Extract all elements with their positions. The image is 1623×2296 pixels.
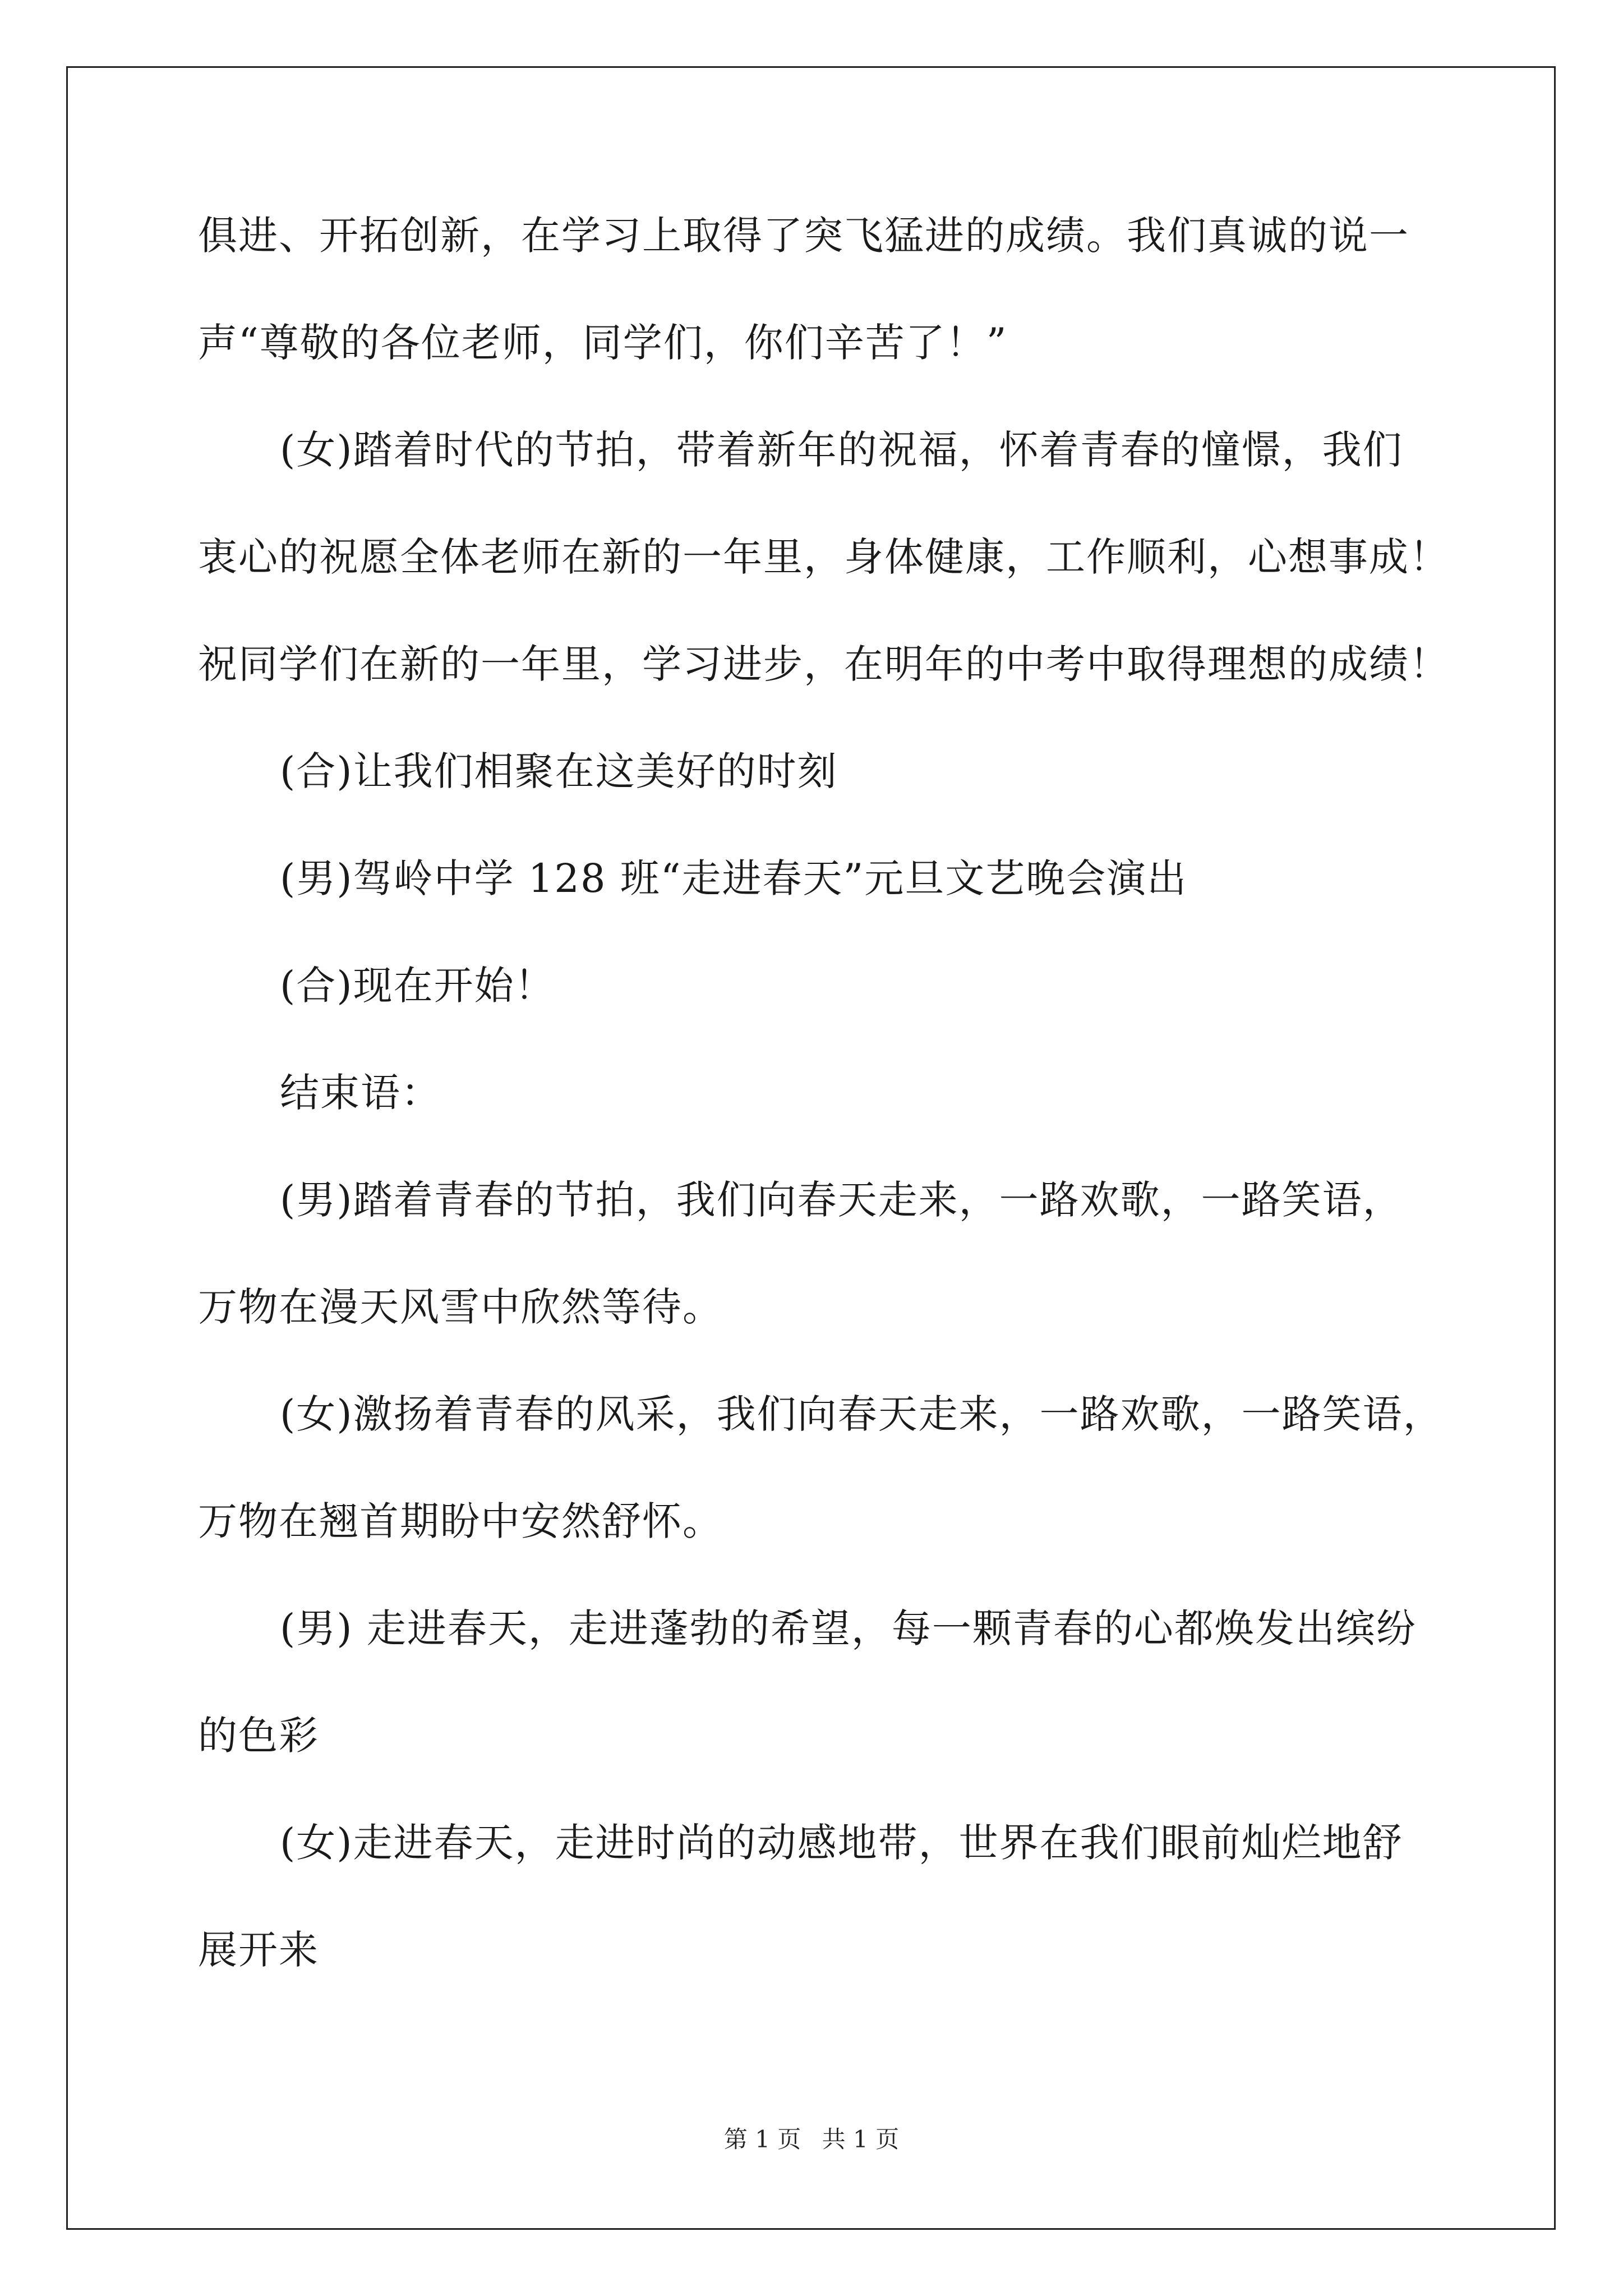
text-line: 的色彩 [198, 1713, 319, 1759]
page-number: 第 1 页 [723, 2125, 801, 2153]
text-line: (男) 走进春天，走进蓬勃的希望，每一颗青春的心都焕发出缤纷 [280, 1605, 1417, 1651]
section-heading: 结束语： [280, 1070, 441, 1116]
text-line: (男)踏着青春的节拍，我们向春天走来，一路欢歌，一路笑语， [280, 1177, 1403, 1223]
text-line: (女)走进春天，走进时尚的动感地带，世界在我们眼前灿烂地舒 [280, 1820, 1403, 1866]
text-line: 万物在漫天风雪中欣然等待。 [198, 1284, 723, 1330]
text-line: 声“尊敬的各位老师，同学们，你们辛苦了！” [198, 320, 1008, 366]
text-line: (男)驾岭中学 128 班“走进春天”元旦文艺晚会演出 [280, 855, 1188, 901]
text-line: 万物在翘首期盼中安然舒怀。 [198, 1498, 723, 1544]
page-footer [0, 2125, 1623, 2153]
text-line: (合)让我们相聚在这美好的时刻 [280, 748, 838, 794]
page-total: 共 1 页 [822, 2125, 900, 2153]
text-line: 俱进、开拓创新，在学习上取得了突飞猛进的成绩。我们真诚的说一 [198, 213, 1409, 259]
text-line: (合)现在开始！ [280, 963, 555, 1009]
page-border [66, 66, 1556, 2230]
text-line: 展开来 [198, 1927, 319, 1973]
text-line: 祝同学们在新的一年里，学习进步，在明年的中考中取得理想的成绩！ [198, 641, 1450, 687]
text-line: (女)踏着时代的节拍，带着新年的祝福，怀着青春的憧憬，我们 [280, 427, 1403, 473]
text-line: 衷心的祝愿全体老师在新的一年里，身体健康，工作顺利，心想事成！ [198, 534, 1450, 580]
text-line: (女)激扬着青春的风采，我们向春天走来，一路欢歌，一路笑语， [280, 1391, 1444, 1437]
